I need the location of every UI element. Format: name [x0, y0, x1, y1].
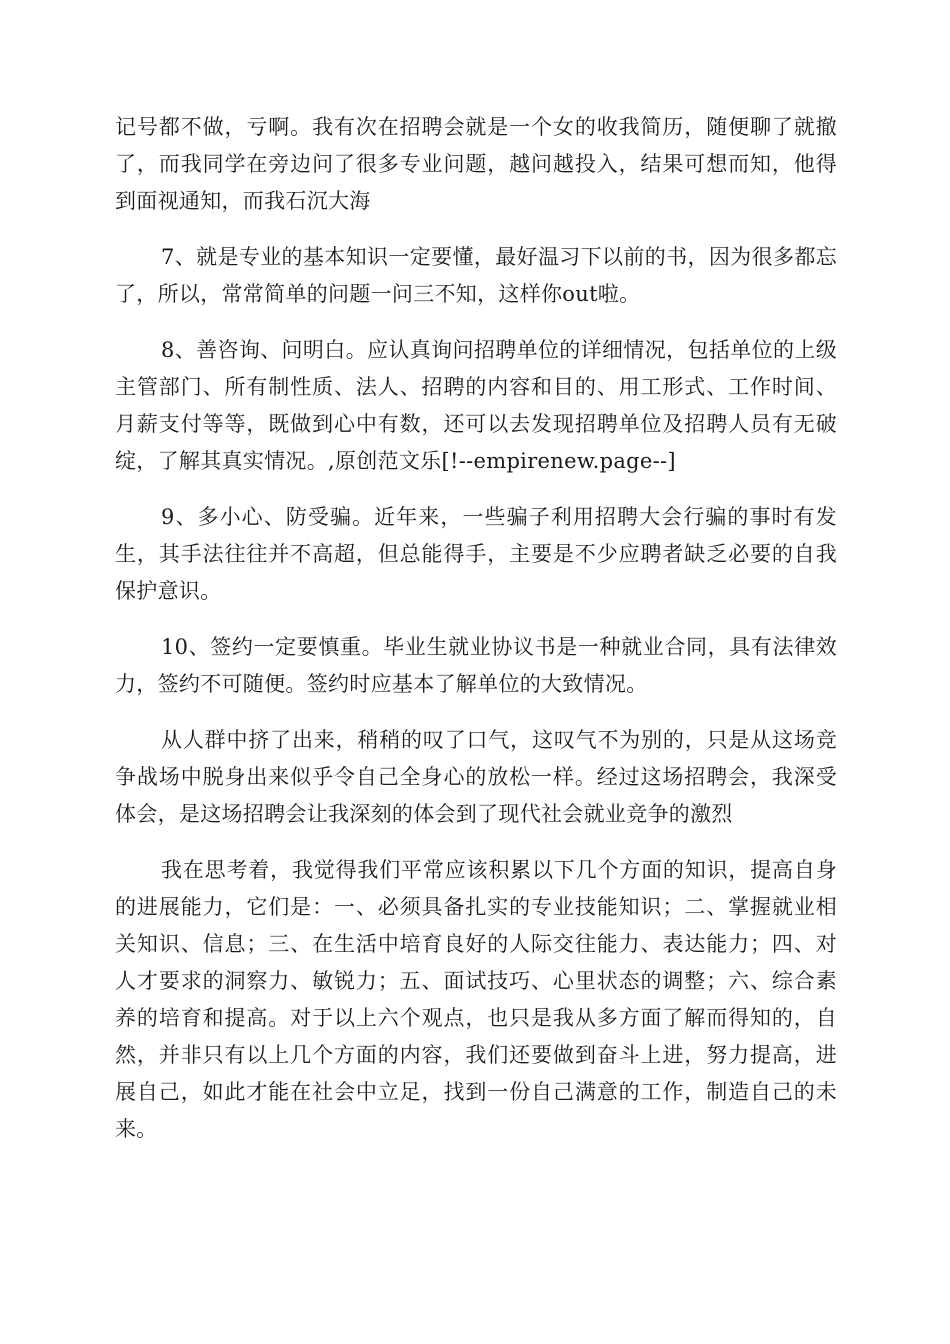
paragraph-item-10: 10、签约一定要慎重。毕业生就业协议书是一种就业合同，具有法律效力，签约不可随便。签约时应基本了解单位的大致情况。: [115, 635, 837, 696]
paragraph-item-7: 7、就是专业的基本知识一定要懂，最好温习下以前的书，因为很多都忘了，所以，常常简单的问题一问三不知，这样你out啦。: [115, 245, 837, 306]
paragraph-item-8: 8、善咨询、问明白。应认真询问招聘单位的详细情况，包括单位的上级主管部门、所有制性质、法人、招聘的内容和目的、用工形式、工作时间、月薪支付等等，既做到心中有数，还可以去发现招聘单位及招聘人员有无破绽，了解其真实情况。,原创范文乐[!--empirenew.page--]: [115, 338, 837, 473]
paragraph-conclusion: 我在思考着，我觉得我们平常应该积累以下几个方面的知识，提高自身的进展能力，它们是：一、必须具备扎实的专业技能知识；二、掌握就业相关知识、信息；三、在生活中培育良好的人际交往能力、表达能力；四、对人才要求的洞察力、敏锐力；五、面试技巧、心里状态的调整；六、综合素养的培育和提高。对于以上六个观点，也只是我从多方面了解而得知的，自然，并非只有以上几个方面的内容，我们还要做到奋斗上进，努力提高，进展自己，如此才能在社会中立足，找到一份自己满意的工作，制造自己的未来。: [115, 858, 837, 1141]
document-body: [115, 109, 837, 1167]
paragraph-reflection: 从人群中挤了出来，稍稍的叹了口气，这叹气不为别的，只是从这场竞争战场中脱身出来似乎令自己全身心的放松一样。经过这场招聘会，我深受体会，是这场招聘会让我深刻的体会到了现代社会就业竞争的激烈: [115, 728, 837, 826]
paragraph-continuation: 记号都不做，亏啊。我有次在招聘会就是一个女的收我简历，随便聊了就撤了，而我同学在旁边问了很多专业问题，越问越投入，结果可想而知，他得到面视通知，而我石沉大海: [115, 115, 837, 213]
paragraph-item-9: 9、多小心、防受骗。近年来，一些骗子利用招聘大会行骗的事时有发生，其手法往往并不高超，但总能得手，主要是不少应聘者缺乏必要的自我保护意识。: [115, 505, 837, 603]
